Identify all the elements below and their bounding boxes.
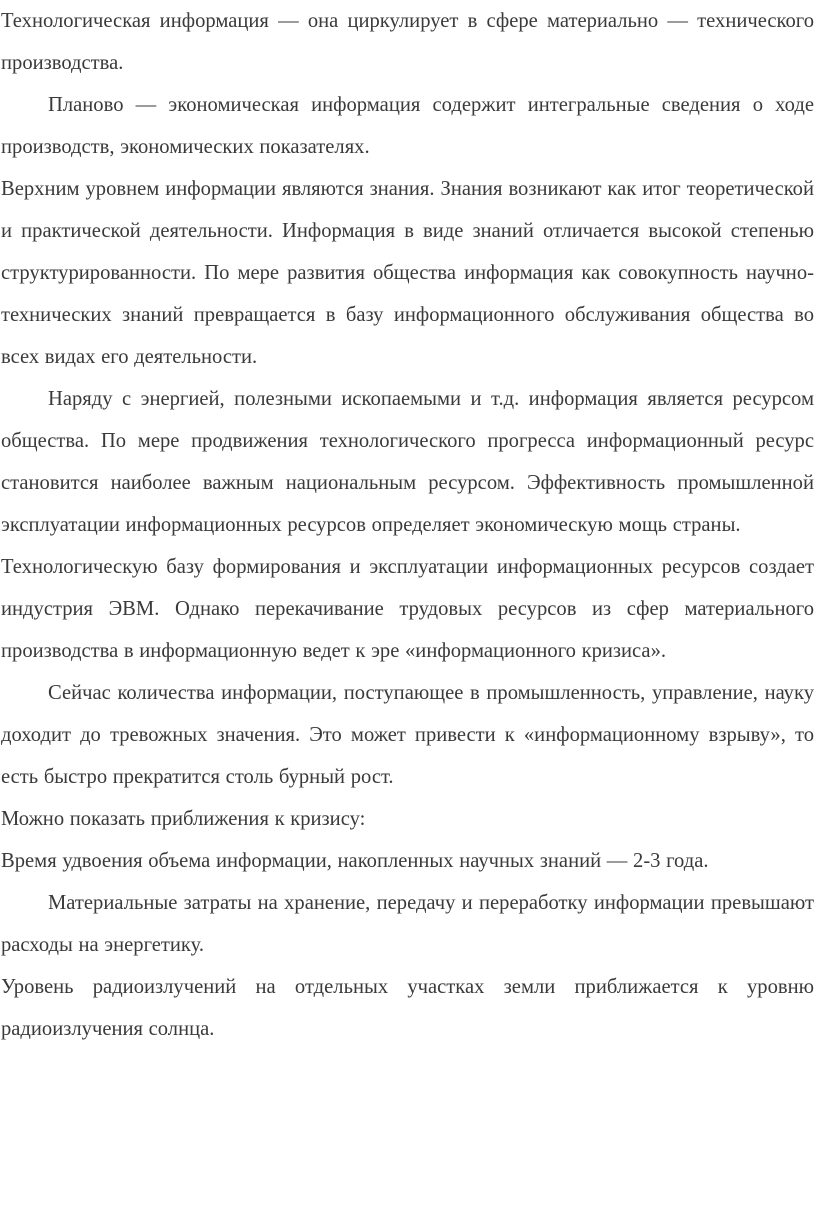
paragraph-10: Уровень радиоизлучений на отдельных участках земли приближается к уровню радиоизлучения солнца. [1,976,814,1040]
paragraph-4: Наряду с энергией, полезными ископаемыми и т.д. информация является ресурсом общества. По мере продвижения технологического прогресса информационный ресурс становится наиболее важным национальным ресурсом. Эффективность промышленной эксплуатации информационных ресурсов определяет экономическую мощь страны. [1,388,814,536]
paragraph-2: Планово — экономическая информация содержит интегральные сведения о ходе производств, экономических показателях. [1,94,814,158]
paragraph-3: Верхним уровнем информации являются знания. Знания возникают как итог теоретической и практической деятельности. Информация в виде знаний отличается высокой степенью структурированности. По мере развития общества информация как совокупность научно-технических знаний превращается в базу информационного обслуживания общества во всех видах его деятельности. [1,178,814,368]
paragraph-9: Материальные затраты на хранение, передачу и переработку информации превышают расходы на энергетику. [1,892,814,956]
paragraph-5: Технологическую базу формирования и эксплуатации информационных ресурсов создает индустрия ЭВМ. Однако перекачивание трудовых ресурсов из сфер материального производства в информационную ведет к эре «информационного кризиса». [1,556,814,662]
paragraph-1: Технологическая информация — она циркулирует в сфере материально — технического производства. [1,10,814,74]
paragraph-8: Время удвоения объема информации, накопленных научных знаний — 2-3 года. [1,850,709,872]
paragraph-7: Можно показать приближения к кризису: [1,808,366,830]
paragraph-6: Сейчас количества информации, поступающее в промышленность, управление, науку доходит до тревожных значения. Это может привести к «информационному взрыву», то есть быстро прекратится столь бурный рост. [1,682,814,788]
